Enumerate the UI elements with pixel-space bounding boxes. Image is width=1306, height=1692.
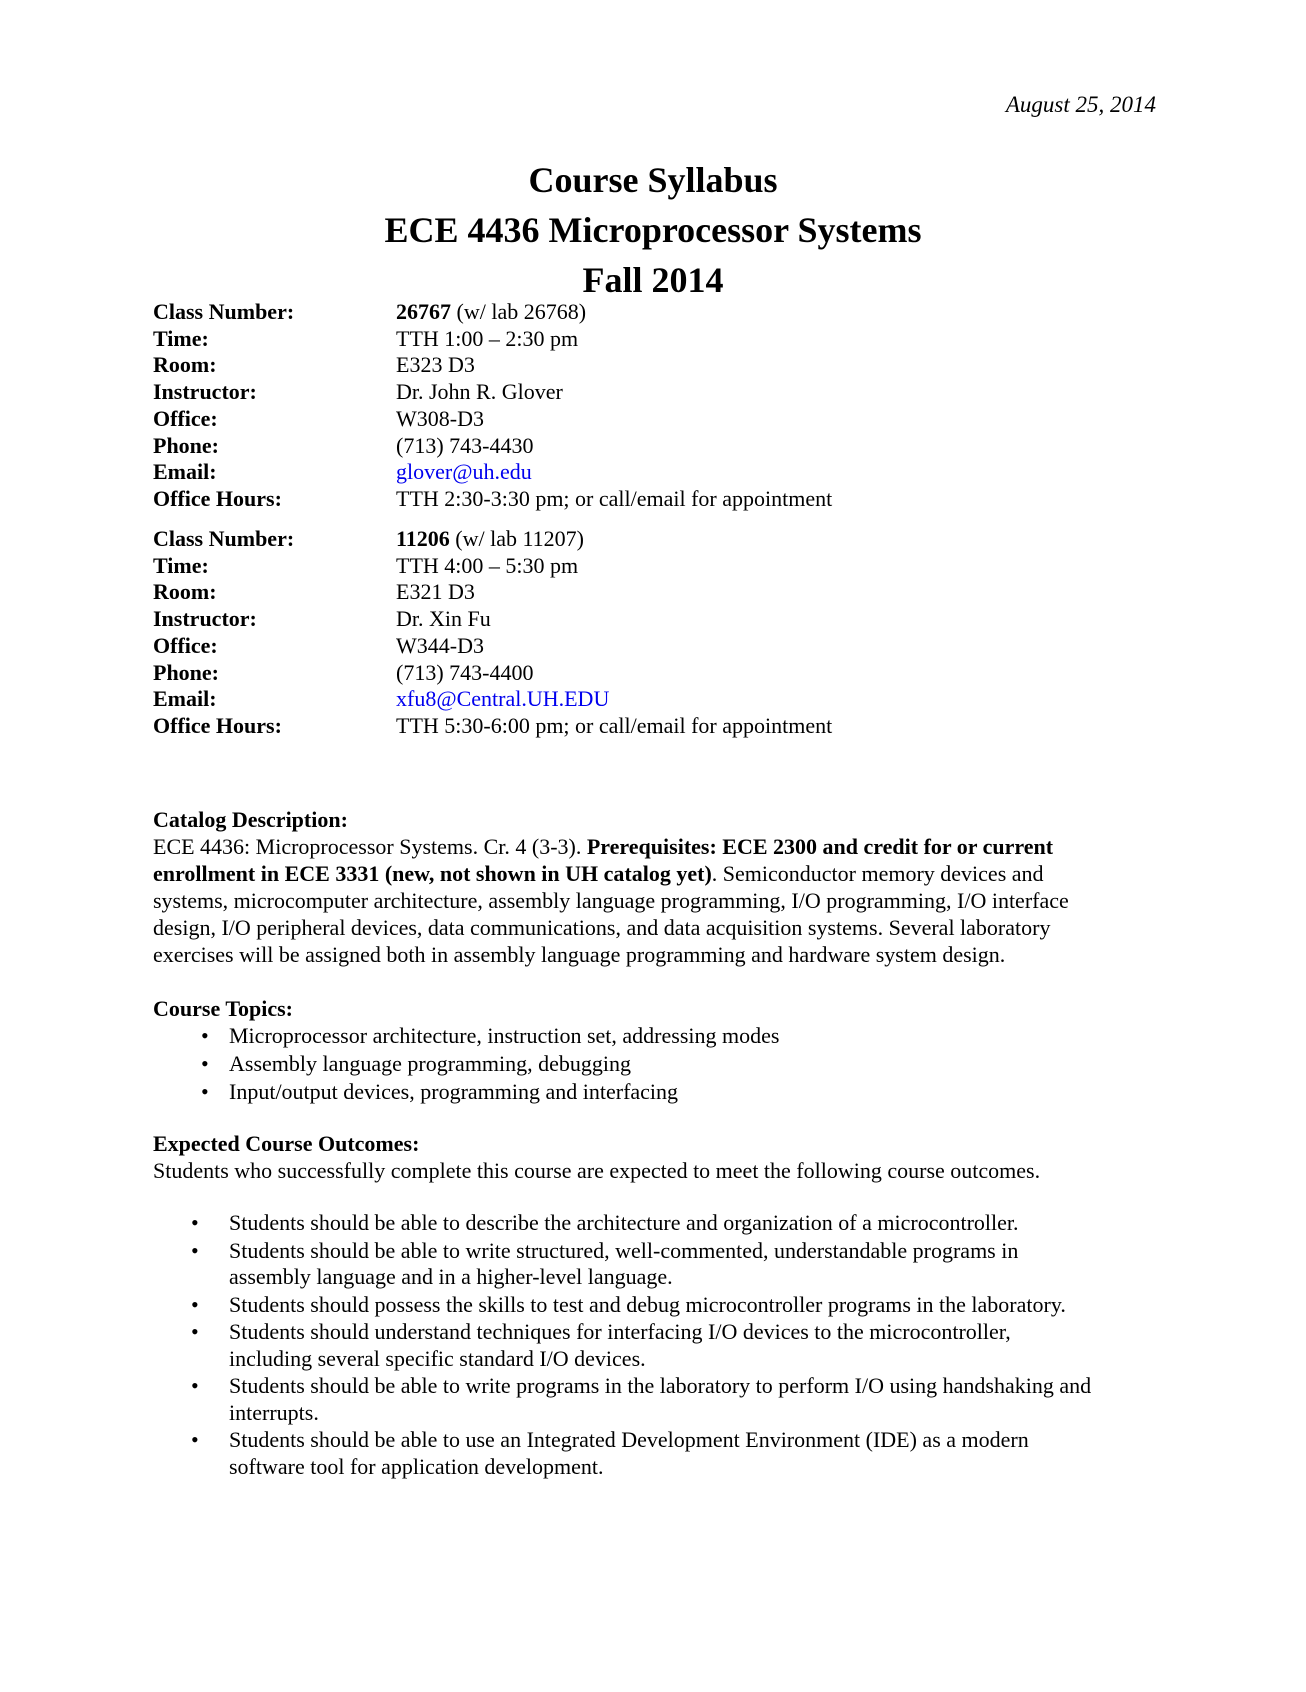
bullet-icon: •	[191, 1373, 199, 1398]
office-label: Office:	[153, 405, 218, 431]
catalog-description-line	[153, 833, 1153, 860]
catalog-description-line: exercises will be assigned both in assembly language programming and hardware system design.	[153, 942, 1006, 967]
office-hours-row	[153, 713, 1153, 740]
email-link[interactable]: xfu8@Central.UH.EDU	[396, 686, 610, 712]
class-number-row	[153, 299, 1153, 326]
email-value	[396, 459, 532, 486]
expected-outcomes-heading: Expected Course Outcomes:	[153, 1131, 420, 1156]
phone-value: (713) 743-4400	[396, 659, 534, 685]
outcome-text-line: Students should be able to describe the architecture and organization of a microcontroller.	[229, 1210, 1019, 1235]
expected-outcomes-section	[153, 1130, 1153, 1481]
bullet-icon: •	[191, 1237, 199, 1263]
office-row	[153, 406, 1153, 433]
outcome-text-line: software tool for application development.	[229, 1453, 604, 1479]
office-value: W308-D3	[396, 405, 484, 431]
list-item	[153, 1427, 1153, 1480]
catalog-description-line: design, I/O peripheral devices, data communications, and data acquisition systems. Several laboratory	[153, 915, 1051, 940]
class-number-lab: (w/ lab 26768)	[451, 299, 587, 324]
catalog-description-text: . Semiconductor memory devices and	[711, 861, 1044, 886]
office-hours-label: Office Hours:	[153, 712, 282, 738]
phone-row	[153, 433, 1153, 460]
class-number-label: Class Number:	[153, 299, 295, 324]
outcome-text-line: Students should understand techniques for interfacing I/O devices to the microcontroller,	[229, 1319, 1011, 1344]
list-item	[153, 1238, 1153, 1291]
phone-value: (713) 743-4430	[396, 432, 534, 458]
phone-label: Phone:	[153, 659, 219, 685]
time-value: TTH 4:00 – 5:30 pm	[396, 552, 579, 578]
class-number-bold: 11206	[396, 526, 450, 551]
list-item	[153, 1292, 1153, 1319]
time-row	[153, 553, 1153, 580]
bullet-icon: •	[201, 1079, 209, 1104]
phone-row	[153, 660, 1153, 687]
email-label: Email:	[153, 459, 217, 485]
catalog-description-line: systems, microcomputer architecture, assembly language programming, I/O programming, I/O interface	[153, 888, 1069, 913]
room-value: E321 D3	[396, 579, 475, 605]
outcome-text-line: including several specific standard I/O devices.	[229, 1345, 646, 1371]
spacer	[153, 1184, 1153, 1210]
instructor-value: Dr. John R. Glover	[396, 379, 563, 405]
list-item	[153, 1210, 1153, 1237]
list-item	[153, 1022, 1153, 1050]
time-value: TTH 1:00 – 2:30 pm	[396, 325, 579, 351]
instructor-row	[153, 379, 1153, 406]
outcome-text-line: Students should be able to use an Integrated Development Environment (IDE) as a modern	[229, 1427, 1029, 1452]
list-item	[153, 1078, 1153, 1106]
section-info-glover	[153, 299, 1153, 513]
catalog-prerequisites: Prerequisites: ECE 2300 and credit for or current	[586, 834, 1054, 859]
office-hours-value: TTH 5:30-6:00 pm; or call/email for appointment	[396, 712, 833, 738]
email-row	[153, 459, 1153, 486]
bullet-icon: •	[191, 1210, 199, 1235]
office-label: Office:	[153, 632, 218, 658]
course-topics-heading: Course Topics:	[153, 996, 293, 1021]
instructor-row	[153, 606, 1153, 633]
room-label: Room:	[153, 352, 217, 378]
room-row	[153, 352, 1153, 379]
instructor-label: Instructor:	[153, 606, 257, 632]
email-value	[396, 686, 609, 713]
phone-label: Phone:	[153, 432, 219, 458]
email-label: Email:	[153, 686, 217, 712]
outcome-text-line: Students should possess the skills to test and debug microcontroller programs in the laboratory.	[229, 1291, 1066, 1317]
outcome-text-line: Students should be able to write structured, well-commented, understandable programs in	[229, 1237, 1019, 1263]
bullet-icon: •	[191, 1319, 199, 1344]
office-hours-label: Office Hours:	[153, 485, 282, 511]
course-topics-list	[153, 1022, 1153, 1106]
class-number-bold: 26767	[396, 299, 451, 324]
room-value: E323 D3	[396, 352, 475, 378]
class-number-row	[153, 526, 1153, 553]
topic-text: Microprocessor architecture, instruction set, addressing modes	[229, 1023, 780, 1048]
catalog-prerequisites-cont: enrollment in ECE 3331 (new, not shown in UH catalog yet)	[153, 861, 712, 886]
email-link[interactable]: glover@uh.edu	[396, 459, 532, 485]
office-hours-value: TTH 2:30-3:30 pm; or call/email for appointment	[396, 485, 833, 511]
list-item	[153, 1050, 1153, 1078]
topic-text: Input/output devices, programming and interfacing	[229, 1079, 679, 1104]
instructor-label: Instructor:	[153, 379, 257, 405]
bullet-icon: •	[201, 1051, 209, 1076]
time-row	[153, 326, 1153, 353]
document-title	[0, 155, 1306, 305]
bullet-icon: •	[191, 1427, 199, 1452]
email-row	[153, 686, 1153, 713]
time-label: Time:	[153, 552, 209, 578]
class-number-value	[396, 526, 584, 553]
expected-outcomes-intro: Students who successfully complete this course are expected to meet the following course outcomes.	[153, 1158, 1041, 1183]
office-hours-row	[153, 486, 1153, 513]
class-number-value	[396, 299, 586, 326]
expected-outcomes-list	[153, 1210, 1153, 1480]
catalog-description-section	[153, 806, 1153, 968]
bullet-icon: •	[191, 1291, 199, 1317]
class-number-label: Class Number:	[153, 526, 295, 551]
topic-text: Assembly language programming, debugging	[229, 1051, 632, 1076]
catalog-description-heading: Catalog Description:	[153, 807, 348, 832]
list-item	[153, 1373, 1153, 1426]
catalog-course-credit: ECE 4436: Microprocessor Systems. Cr. 4 (3-3).	[153, 834, 587, 859]
title-line-course-syllabus: Course Syllabus	[528, 160, 778, 200]
outcome-text-line: interrupts.	[229, 1399, 319, 1425]
instructor-value: Dr. Xin Fu	[396, 606, 491, 632]
course-topics-section	[153, 995, 1153, 1106]
time-label: Time:	[153, 325, 209, 351]
outcome-text-line: Students should be able to write programs in the laboratory to perform I/O using handshaking and	[229, 1373, 1092, 1398]
catalog-description-line	[153, 860, 1153, 887]
office-row	[153, 633, 1153, 660]
office-value: W344-D3	[396, 632, 484, 658]
document-date: August 25, 2014	[1005, 92, 1156, 117]
bullet-icon: •	[201, 1023, 209, 1048]
outcome-text-line: assembly language and in a higher-level language.	[229, 1264, 673, 1289]
title-line-semester: Fall 2014	[582, 260, 724, 300]
list-item	[153, 1319, 1153, 1372]
section-info-fu	[153, 526, 1153, 740]
room-row	[153, 579, 1153, 606]
room-label: Room:	[153, 579, 217, 605]
class-number-lab: (w/ lab 11207)	[449, 526, 585, 551]
title-line-course-name: ECE 4436 Microprocessor Systems	[384, 210, 922, 250]
